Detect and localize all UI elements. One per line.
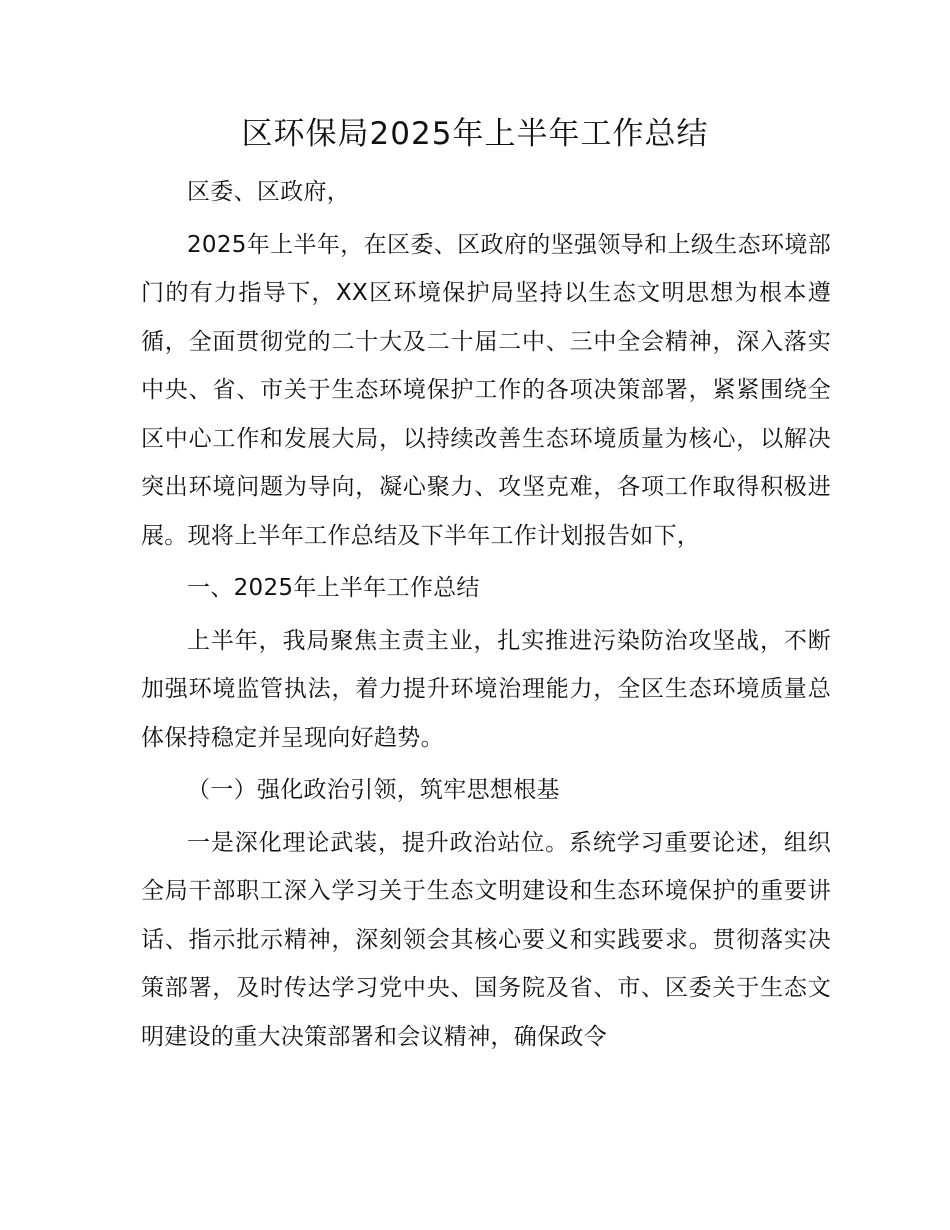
section-heading-1: 一、2025年上半年工作总结 — [187, 575, 480, 601]
subsection-heading-1: （一）强化政治引领，筑牢思想根基 — [187, 777, 560, 803]
salutation: 区委、区政府， — [187, 179, 351, 205]
document-body — [141, 168, 831, 1061]
document-title: 区环保局2025年上半年工作总结 — [241, 116, 709, 152]
subsection-paragraph-1: 一是深化理论武装，提升政治站位。系统学习重要论述，组织全局干部职工深入学习关于生态文明建设和生态环境保护的重要讲话、指示批示精神，深刻领会其核心要义和实践要求。贯彻落实决策部署，及时传达学习党中央、国务院及省、市、区委关于生态文明建设的重大决策部署和会议精神，确保政令 — [141, 829, 831, 1050]
section-summary-paragraph: 上半年，我局聚焦主责主业，扎实推进污染防治攻坚战，不断加强环境监管执法，着力提升环境治理能力，全区生态环境质量总体保持稳定并呈现向好趋势。 — [141, 627, 831, 751]
intro-paragraph: 2025年上半年，在区委、区政府的坚强领导和上级生态环境部门的有力指导下，XX区环境保护局坚持以生态文明思想为根本遵循，全面贯彻党的二十大及二十届二中、三中全会精神，深入落实中央、省、市关于生态环境保护工作的各项决策部署，紧紧围绕全区中心工作和发展大局，以持续改善生态环境质量为核心，以解决突出环境问题为导向，凝心聚力、攻坚克难，各项工作取得积极进展。现将上半年工作总结及下半年工作计划报告如下， — [141, 231, 831, 549]
